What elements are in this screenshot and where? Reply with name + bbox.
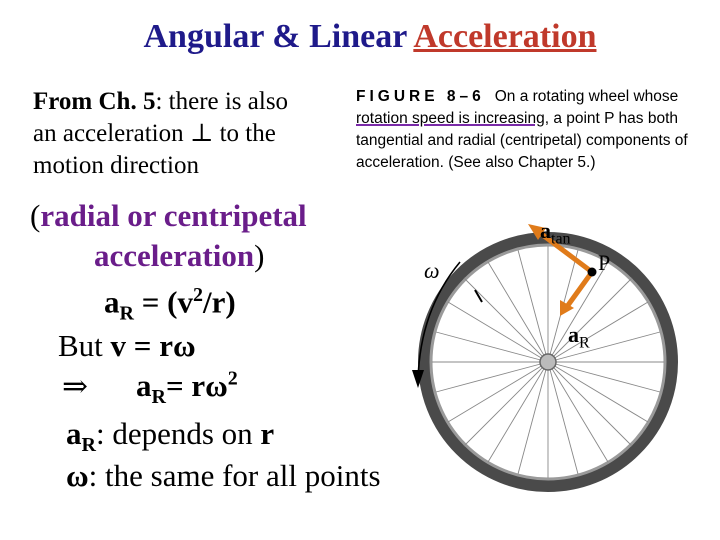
slide-title bbox=[0, 18, 720, 56]
label-point-p: P bbox=[598, 250, 611, 275]
intro-line2: an acceleration ⊥ to the bbox=[33, 120, 276, 147]
figure-caption: FIGURE 8–6 On a rotating wheel whose rotation speed is increasing, a point P has both tangential and radial (centripetal) components of acceleration. (See also Chapter 5.) bbox=[356, 88, 688, 171]
radial-text-2: acceleration bbox=[94, 238, 255, 273]
wheel-figure bbox=[400, 210, 700, 530]
equation-ar-r-omega2: ⇒ $a_R= r\omega^2$ bbox=[62, 368, 238, 409]
intro-line1: : there is also bbox=[155, 88, 289, 115]
wheel-hub bbox=[540, 354, 556, 370]
intro-line3: motion direction bbox=[33, 152, 199, 179]
label-a-r: $a_R$ bbox=[568, 322, 590, 352]
figure-number: FIGURE 8–6 bbox=[356, 88, 485, 105]
radial-open-paren: ( bbox=[30, 198, 41, 233]
radial-close-paren: ) bbox=[254, 238, 265, 273]
wheel-reflector bbox=[475, 290, 482, 302]
radial-acceleration-arrow bbox=[560, 272, 592, 316]
equation-v-r-omega: But v = rω bbox=[58, 328, 196, 363]
title-main: Angular & Linear bbox=[143, 18, 414, 55]
equation-ar-v2-over-r: $a_R = (v^2/r)$ bbox=[104, 284, 236, 325]
note-omega-same: ω: the same for all points bbox=[66, 458, 381, 493]
caption-underlined: rotation speed is increasing bbox=[356, 110, 545, 127]
label-omega: ω bbox=[424, 258, 440, 283]
point-p-dot bbox=[588, 268, 597, 277]
intro-chapter-ref: From Ch. 5 bbox=[33, 88, 156, 115]
title-accent: Acceleration bbox=[413, 18, 597, 55]
intro-text bbox=[33, 86, 288, 182]
note-ar-depends-on-r: $a_R$: depends on r bbox=[66, 416, 275, 457]
radial-text-1: radial or centripetal bbox=[40, 198, 307, 233]
implies-arrow: ⇒ bbox=[62, 368, 88, 404]
radial-definition bbox=[30, 196, 307, 276]
label-a-tan: $a_{tan}$ bbox=[540, 218, 571, 248]
